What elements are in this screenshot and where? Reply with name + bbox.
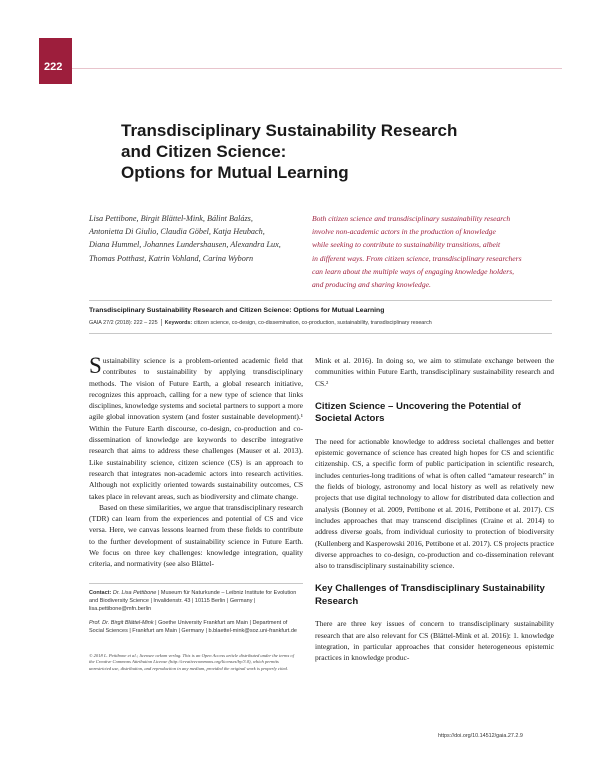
meta-top-rule — [89, 300, 552, 301]
separator — [161, 319, 162, 326]
article-title — [121, 120, 481, 183]
contact-block — [89, 590, 303, 636]
contact-rule — [89, 583, 303, 584]
author-line: Diana Hummel, Johannes Lundershausen, Alexandra Lux, — [89, 240, 281, 250]
paragraph: Based on these similarities, we argue that transdisciplinary research (TDR) can learn from the experiences and potential of CS and vice versa. Here, we canvas lessons learned from these fields to contribute to the further development of sustainability science in Future Earth. We focus on three key challenges: knowledge integration, quality criteria, and normativity (see also Blättel- — [89, 502, 303, 569]
paragraph-text: ustainability science is a problem-oriented academic field that contributes to sustainability by applying transdisciplinary methods. The vision of Future Earth, a global research initiative, recognizes this approach, calling for a new type of science that links disciplines, knowledge systems and societal partners to support a more agile global innovation system (and foster sustainable development).¹ Within the Future Earth discourse, co-design, co-production and co-dissemination of knowledge are keywords to describe integrative research that aims to address these challenges (Mauser et al. 2013). Like sustainability science, citizen science (CS) is an approach to research that integrates non-academic actors into research activities. Although not explicitly oriented towards sustainability outcomes, CS takes place in relevant areas, such as biodiversity and climate change. — [89, 356, 303, 501]
section-heading: Key Challenges of Transdisciplinary Sustainability Research — [315, 583, 545, 607]
title-line-2: and Citizen Science: — [121, 142, 287, 161]
author-line: Lisa Pettibone, Birgit Blättel-Mink, Bálint Balázs, — [89, 214, 253, 223]
abstract-line: and producing and sharing knowledge. — [312, 280, 431, 290]
abstract — [312, 212, 552, 291]
abstract-line: in different ways. From citizen science, transdisciplinary researchers — [312, 253, 522, 263]
contact-label: Contact: — [89, 590, 112, 596]
keywords-label: Keywords: — [164, 319, 193, 326]
citation: GAIA 27/2 (2018): 222 – 225 — [89, 319, 158, 326]
abstract-line: involve non-academic actors in the production of knowledge — [312, 227, 496, 237]
contact-person: Dr. Lisa Pettibone — [112, 590, 157, 596]
contact-1: Contact: Dr. Lisa Pettibone | Museum für Naturkunde – Leibniz Institute for Evolution and Biodiversity Science | Invalidenstr. 43 | 10115 Berlin | Germany | lisa.pettibone@mfn.berlin — [89, 590, 297, 612]
doi-link[interactable]: https://doi.org/10.14512/gaia.27.2.9 — [438, 733, 523, 739]
header-rule — [72, 68, 562, 69]
meta-citation-line — [89, 319, 559, 326]
paragraph: The need for actionable knowledge to address societal challenges and better epistemic governance of science has created high hopes for CS and scientific citizenship. CS, a specific form of public participation in scientific research, includes centuries-long traditions of what is often called “amateur research” in the fields of biology, astronomy and local history as well as relatively new projects that use digital technology to allow for distributed data collection and analysis (Bonney et al. 2009, Pettibone et al. 2016, Pettibone et al. 2017). CS includes approaches that may transcend disciplines (Craine et al. 2014) to address diverse goals, from individual curiosity to protection of biodiversity (Kullenberg and Kasperowski 2016, Pettibone et al. 2017). CS projects practice diverse approaches to co-design, co-production and co-dissemination relevant also to transdisciplinary sustainability science. — [315, 436, 554, 571]
author-line: Antonietta Di Giulio, Claudia Göbel, Katja Heubach, — [89, 227, 265, 237]
drop-cap: S — [89, 353, 102, 378]
meta-bottom-rule — [89, 333, 552, 334]
meta-title: Transdisciplinary Sustainability Research and Citizen Science: Options for Mutual Learning — [89, 307, 385, 314]
section-heading: Citizen Science – Uncovering the Potential of Societal Actors — [315, 400, 521, 425]
title-line-3: Options for Mutual Learning — [121, 163, 349, 182]
license-notice: © 2018 L. Pettibone et al.; licensee oekom verlag. This is an Open Access article distributed under the terms of the Creative Commons Attribution License (http://creativecommons.org/licenses/by/3.0), which permits unrestricted use, distribution, and reproduction in any medium, provided the original work is properly cited. — [89, 653, 294, 671]
paragraph: Mink et al. 2016). In doing so, we aim to stimulate exchange between the communities within Future Earth, transdisciplinary sustainability research and CS.² — [315, 356, 554, 388]
body-column-left — [89, 355, 303, 570]
contact-2: Prof. Dr. Birgit Blättel-Mink | Goethe University Frankfurt am Main | Department of Social Sciences | Frankfurt am Main | Germany | b.blaettel-mink@soz.uni-frankfurt.de — [89, 619, 297, 634]
paragraph — [89, 355, 303, 502]
title-line-1: Transdisciplinary Sustainability Research — [121, 121, 458, 140]
page-number: 222 — [44, 61, 63, 73]
paragraph: There are three key issues of concern to transdisciplinary sustainability research that are also relevant for CS (Blättel-Mink et al. 2016): 1. knowledge integration, in particular approaches that consider heterogeneous epistemic practices in knowledge produc- — [315, 619, 554, 663]
abstract-line: can learn about the multiple ways of engaging knowledge holders, — [312, 266, 515, 276]
contact-address: Goethe University Frankfurt am Main | Department of Social Sciences | Frankfurt am Main | Germany | b.blaettel-mink@soz.uni-frankfurt.de — [89, 619, 297, 634]
keywords: citizen science, co-design, co-dissemination, co-production, sustainability, transdisciplinary research — [193, 319, 432, 326]
contact-address: Museum für Naturkunde – Leibniz Institute for Evolution and Biodiversity Science | Invalidenstr. 43 | 10115 Berlin | Germany | lisa.pettibone@mfn.berlin — [89, 590, 297, 612]
abstract-line: Both citizen science and transdisciplinary sustainability research — [312, 214, 511, 223]
author-list — [89, 212, 289, 265]
author-line: Thomas Potthast, Katrin Vohland, Carina Wyborn — [89, 253, 254, 263]
body-column-right — [315, 355, 554, 664]
abstract-line: while seeking to contribute to sustainability transitions, albeit — [312, 240, 501, 250]
contact-person: Prof. Dr. Birgit Blättel-Mink — [89, 619, 154, 626]
